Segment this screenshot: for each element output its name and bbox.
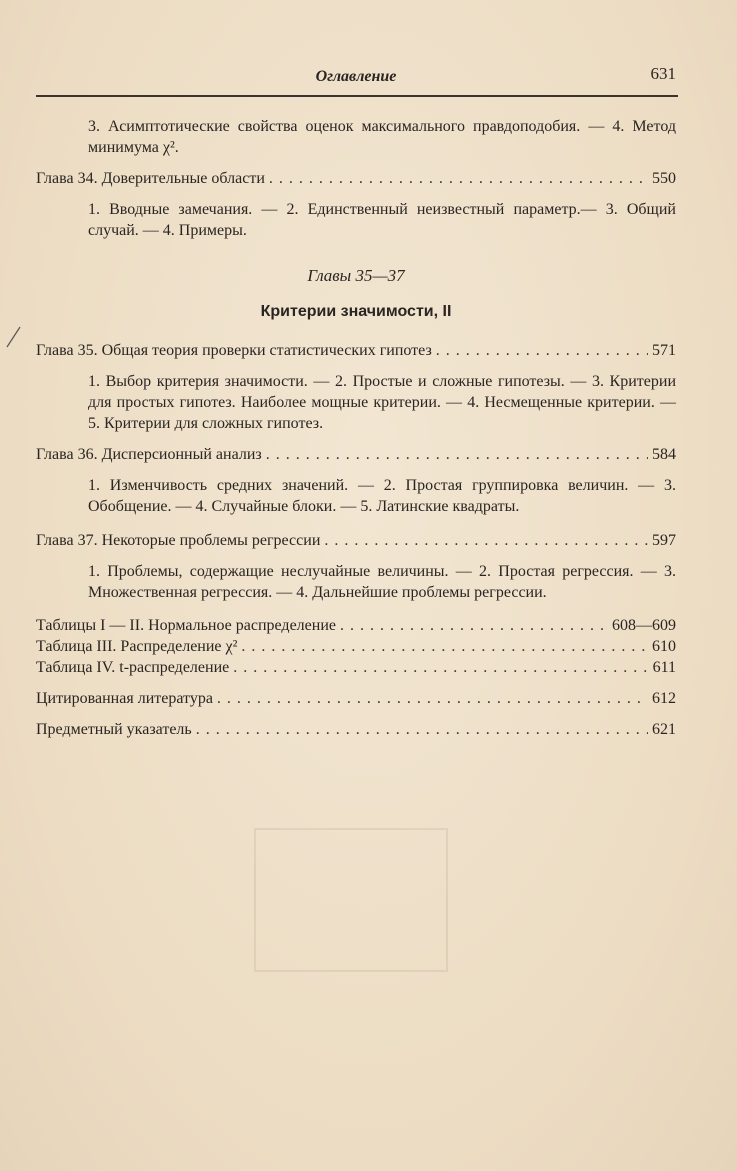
toc-entry-page: 611 (652, 659, 676, 676)
chapter-35-subsections: 1. Выбор критерия значимости. — 2. Простые и сложные гипотезы. — 3. Критерии для простых гипотез. Наиболее мощные критерии. — 4. Несмещенные критерии. — 5. Критерии для сложных гипотез. (88, 373, 676, 432)
part-heading: Главы 35—37 (307, 266, 405, 285)
leader-dots (266, 444, 648, 465)
leader-dots (436, 340, 648, 361)
page-header (36, 62, 676, 92)
part-title: Критерии значимости, II (260, 303, 452, 320)
toc-entry-label: Таблица IV. t-распределение (36, 659, 230, 676)
leader-dots (233, 657, 648, 678)
chapter-36-subsections: 1. Изменчивость средних значений. — 2. Простая группировка величин. — 3. Обобщение. — 4. Случайные блоки. — 5. Латинские квадраты. (88, 477, 676, 515)
toc-entry-references (36, 688, 676, 709)
faded-stamp (254, 828, 448, 972)
leader-dots (269, 168, 648, 189)
toc-entry-page: 621 (652, 721, 676, 738)
running-title: Оглавление (315, 68, 397, 85)
leader-dots (340, 615, 608, 636)
leader-dots (196, 719, 648, 740)
toc-entry-label: Глава 37. Некоторые проблемы регрессии (36, 532, 321, 549)
chapter-33-subsections: 3. Асимптотические свойства оценок максимального правдоподобия. — 4. Метод минимума χ². (88, 118, 676, 156)
toc-entry-page: 608—609 (612, 617, 676, 634)
toc-entry-table-3 (36, 636, 676, 657)
toc-entry-page: 612 (652, 690, 676, 707)
toc-entry-label: Цитированная литература (36, 690, 213, 707)
toc-entry-label: Предметный указатель (36, 721, 192, 738)
toc-entry-page: 571 (652, 342, 676, 359)
chapter-37-subsections: 1. Проблемы, содержащие неслучайные величины. — 2. Простая регрессия. — 3. Множественная регрессия. — 4. Дальнейшие проблемы регрессии. (88, 563, 676, 601)
toc-entry-chapter-37 (36, 530, 676, 551)
toc-entry-label: Глава 35. Общая теория проверки статистических гипотез (36, 342, 432, 359)
toc-entry-label: Таблица III. Распределение χ² (36, 638, 238, 655)
toc-entry-tables-1-2 (36, 615, 676, 636)
leader-dots (241, 636, 648, 657)
toc-entry-table-4 (36, 657, 676, 678)
toc-entry-page: 610 (652, 638, 676, 655)
toc-entry-page: 597 (652, 532, 676, 549)
toc-entry-label: Глава 34. Доверительные области (36, 170, 265, 187)
toc-entry-chapter-36 (36, 444, 676, 465)
toc-entry-page: 584 (652, 446, 676, 463)
toc-entry-label: Глава 36. Дисперсионный анализ (36, 446, 262, 463)
chapter-34-subsections: 1. Вводные замечания. — 2. Единственный неизвестный параметр.— 3. Общий случай. — 4. Примеры. (88, 201, 676, 239)
pencil-mark-icon (4, 326, 24, 348)
toc-entry-chapter-35 (36, 340, 676, 361)
toc-entry-chapter-34 (36, 168, 676, 189)
toc-entry-page: 550 (652, 170, 676, 187)
header-rule (36, 95, 678, 97)
page-number: 631 (650, 64, 676, 83)
leader-dots (324, 530, 648, 551)
leader-dots (217, 688, 648, 709)
table-of-contents (36, 116, 676, 740)
toc-entry-label: Таблицы I — II. Нормальное распределение (36, 617, 336, 634)
toc-entry-subject-index (36, 719, 676, 740)
